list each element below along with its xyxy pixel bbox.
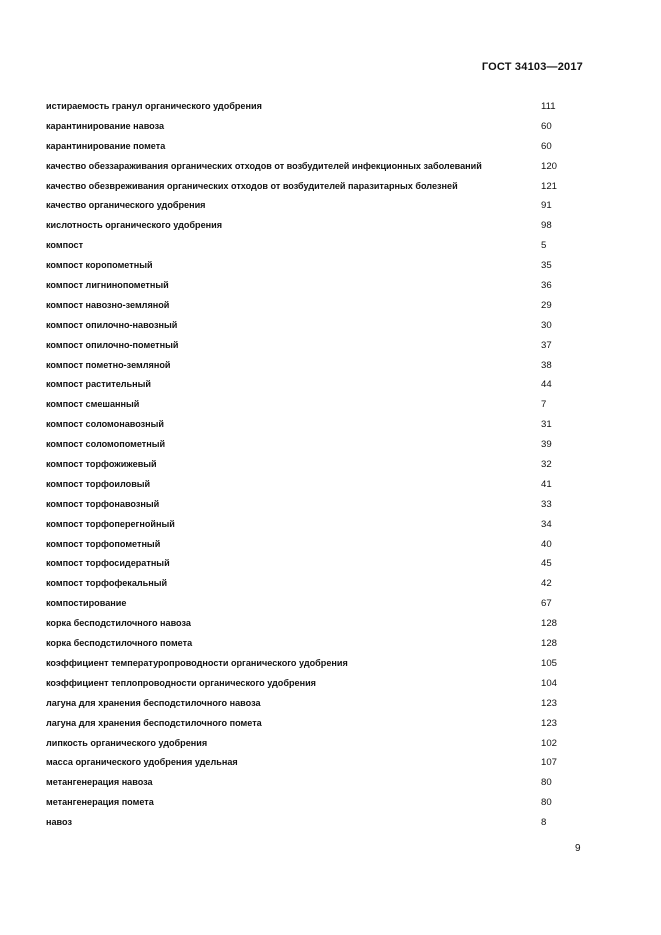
index-entry [46, 773, 586, 793]
index-entry [46, 594, 586, 614]
index-page-reference: 121 [541, 180, 558, 192]
index-term: метангенерация навоза [46, 777, 153, 788]
index-entry [46, 813, 586, 833]
index-term: компост опилочно-навозный [46, 319, 178, 330]
index-page-reference: 104 [541, 677, 558, 689]
index-page-reference: 31 [541, 419, 552, 431]
index-entry [46, 495, 586, 515]
index-entry [46, 276, 586, 296]
index-entry [46, 296, 586, 316]
index-page-reference: 102 [541, 737, 558, 749]
index-term: карантинирование помета [46, 140, 166, 151]
index-page-reference: 29 [541, 299, 552, 311]
index-page-reference: 107 [541, 757, 558, 769]
index-term: компост [46, 240, 84, 251]
index-term: компост соломопометный [46, 439, 166, 450]
index-entry [46, 714, 586, 734]
index-page-reference: 80 [541, 777, 552, 789]
index-page-reference: 98 [541, 220, 552, 232]
index-term: компост навозно-земляной [46, 299, 170, 310]
index-entry [46, 694, 586, 714]
index-entry [46, 356, 586, 376]
index-term: качество органического удобрения [46, 200, 206, 211]
index-page-reference: 35 [541, 260, 552, 272]
index-entry [46, 375, 586, 395]
index-term: компост торфофекальный [46, 578, 168, 589]
index-page-reference: 32 [541, 459, 552, 471]
index-page-reference: 41 [541, 478, 552, 490]
index-entry [46, 475, 586, 495]
index-page-reference: 36 [541, 280, 552, 292]
index-page-reference: 60 [541, 120, 552, 132]
index-page-reference: 44 [541, 379, 552, 391]
index-page-reference: 91 [541, 200, 552, 212]
index-term: компост смешанный [46, 399, 140, 410]
index-entry [46, 554, 586, 574]
standard-designation: ГОСТ 34103—2017 [481, 61, 583, 73]
index-entry [46, 97, 586, 117]
index-entry [46, 574, 586, 594]
index-page-reference: 40 [541, 538, 552, 550]
index-page-reference: 7 [541, 399, 547, 411]
index-term: компост соломонавозный [46, 419, 165, 430]
index-page-reference: 128 [541, 638, 558, 650]
index-term: компост торфоиловый [46, 478, 151, 489]
index-entry [46, 256, 586, 276]
index-page-reference: 45 [541, 558, 552, 570]
index-entry [46, 196, 586, 216]
index-entry [46, 455, 586, 475]
index-entry [46, 654, 586, 674]
index-page-reference: 38 [541, 359, 552, 371]
index-term: навоз [46, 817, 72, 828]
index-term: компост торфоперегнойный [46, 518, 175, 529]
index-term: масса органического удобрения удельная [46, 757, 238, 768]
index-term: компост торфонавозный [46, 498, 160, 509]
index-term: компост торфопометный [46, 538, 161, 549]
index-entry [46, 415, 586, 435]
index-page-reference: 42 [541, 578, 552, 590]
index-page-reference: 123 [541, 697, 558, 709]
index-term: истираемость гранул органического удобрения [46, 101, 262, 111]
index-page-reference: 123 [541, 717, 558, 729]
index-page-reference: 111 [541, 101, 556, 112]
index-page-reference: 105 [541, 657, 558, 669]
index-entry [46, 336, 586, 356]
index-term: компостирование [46, 598, 127, 609]
index-entry [46, 117, 586, 137]
index-page-reference: 39 [541, 439, 552, 451]
index-term: лагуна для хранения бесподстилочного навоза [46, 697, 261, 708]
index-entry [46, 157, 586, 177]
index-page-reference: 5 [541, 240, 547, 252]
index-page-reference: 80 [541, 797, 552, 809]
index-entry [46, 137, 586, 157]
index-page-reference: 60 [541, 140, 552, 152]
index-page-reference: 37 [541, 339, 552, 351]
index-term: компост торфосидератный [46, 558, 170, 569]
index-term: коэффициент теплопроводности органического удобрения [46, 677, 316, 688]
alphabetical-index [46, 97, 586, 833]
index-entry [46, 177, 586, 197]
index-entry [46, 614, 586, 634]
index-term: лагуна для хранения бесподстилочного помета [46, 717, 262, 728]
index-entry [46, 236, 586, 256]
index-page-reference: 8 [541, 817, 547, 829]
index-entry [46, 435, 586, 455]
index-entry [46, 753, 586, 773]
index-term: коэффициент температуропроводности органического удобрения [46, 657, 348, 668]
index-term: кислотность органического удобрения [46, 220, 223, 231]
index-term: компост лигнинопометный [46, 280, 169, 291]
index-term: липкость органического удобрения [46, 737, 208, 748]
index-entry [46, 535, 586, 555]
index-entry [46, 316, 586, 336]
index-page-reference: 33 [541, 498, 552, 510]
index-page-reference: 30 [541, 319, 552, 331]
index-entry [46, 793, 586, 813]
index-entry [46, 216, 586, 236]
index-page-reference: 34 [541, 518, 552, 530]
index-term: корка бесподстилочного помета [46, 638, 193, 649]
index-term: карантинирование навоза [46, 120, 165, 131]
index-page-reference: 120 [541, 160, 558, 172]
index-term: компост торфожижевый [46, 459, 157, 470]
index-term: компост опилочно-пометный [46, 339, 179, 350]
index-term: компост коропометный [46, 260, 153, 271]
index-entry [46, 734, 586, 754]
index-entry [46, 395, 586, 415]
index-term: метангенерация помета [46, 797, 154, 808]
index-term: компост пометно-земляной [46, 359, 171, 370]
index-entry [46, 674, 586, 694]
index-page-reference: 67 [541, 598, 552, 610]
page-number: 9 [575, 843, 581, 854]
index-page-reference: 128 [541, 618, 558, 630]
index-term: качество обезвреживания органических отходов от возбудителей паразитарных болезней [46, 180, 458, 191]
index-entry [46, 634, 586, 654]
index-term: качество обеззараживания органических отходов от возбудителей инфекционных заболеваний [46, 160, 482, 171]
index-entry [46, 515, 586, 535]
index-term: корка бесподстилочного навоза [46, 618, 191, 629]
index-term: компост растительный [46, 379, 151, 390]
